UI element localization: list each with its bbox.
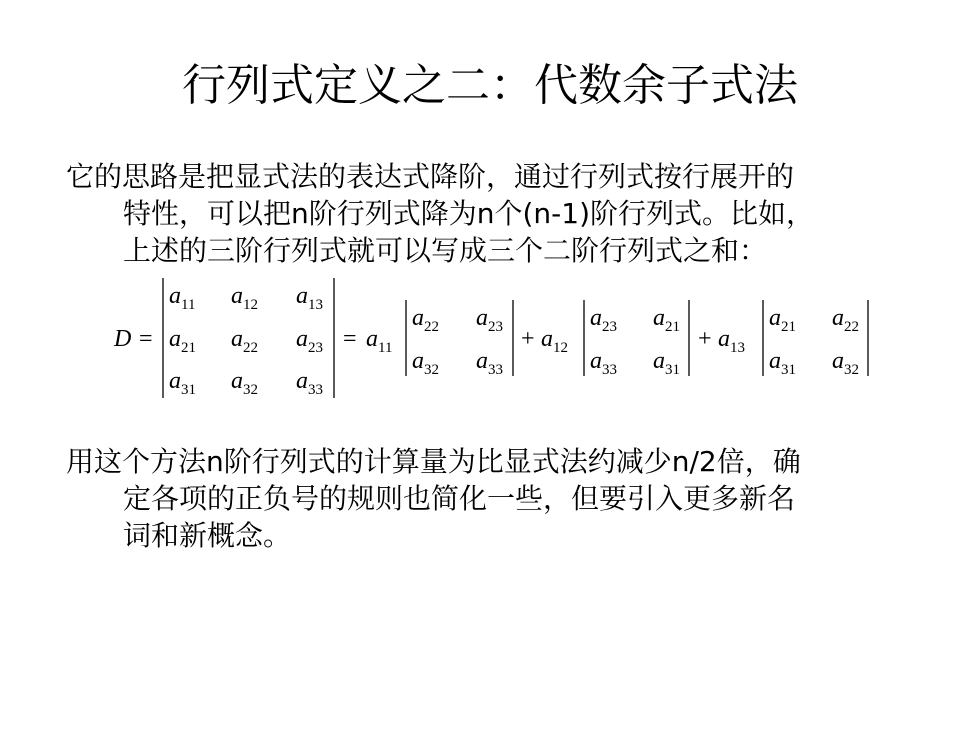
conclusion-line-2: 定各项的正负号的规则也简化一些，但要引入更多新名 [123, 482, 796, 515]
plus-sign-1: + [521, 326, 535, 352]
det3-entry: a21 [169, 326, 196, 356]
minor2-entry: a31 [653, 348, 680, 378]
equals-sign-1: = [139, 326, 153, 352]
det3-entry: a12 [231, 283, 258, 313]
det3-entry: a31 [169, 368, 196, 398]
minor3-entry: a22 [832, 305, 859, 335]
determinant-bars [163, 278, 868, 398]
intro-line-1: 它的思路是把显式法的表达式降阶，通过行列式按行展开的 [66, 160, 795, 193]
minor3-entry: a32 [832, 348, 859, 378]
plus-sign-2: + [698, 326, 712, 352]
det3-entry: a13 [296, 283, 323, 313]
conclusion-line-3: 词和新概念。 [123, 519, 292, 552]
conclusion-paragraph [66, 443, 926, 554]
slide-title: 行列式定义之二：代数余子式法 [182, 60, 798, 111]
minor1-entries [412, 305, 503, 378]
det3-entry: a22 [231, 326, 258, 356]
minor2-entry: a21 [653, 305, 680, 335]
minor1-entry: a22 [412, 305, 439, 335]
minor2-entries [590, 305, 680, 378]
det3-entry: a33 [296, 368, 323, 398]
determinant-expansion-formula [0, 276, 980, 402]
coefficient-2: a12 [541, 326, 568, 356]
minor3-entry: a31 [769, 348, 796, 378]
intro-line-2: 特性，可以把n阶行列式降为n个(n-1)阶行列式。比如， [123, 197, 815, 230]
intro-paragraph [66, 158, 926, 269]
coefficient-3: a13 [718, 326, 745, 356]
minor1-entry: a33 [476, 348, 503, 378]
minor1-entry: a23 [476, 305, 503, 335]
det3-entry: a32 [231, 368, 258, 398]
det3-entries [169, 283, 323, 398]
minor2-entry: a23 [590, 305, 617, 335]
conclusion-line-1: 用这个方法n阶行列式的计算量为比显式法约减少n/2倍，确 [66, 445, 801, 478]
det3-entry: a11 [169, 283, 196, 313]
equals-sign-2: = [343, 326, 357, 352]
formula-svg [0, 276, 980, 402]
det3-entry: a23 [296, 326, 323, 356]
minor2-entry: a33 [590, 348, 617, 378]
coefficient-1: a11 [366, 326, 393, 356]
minor3-entry: a21 [769, 305, 796, 335]
lhs-symbol: D [114, 326, 132, 352]
intro-line-3: 上述的三阶行列式就可以写成三个二阶行列式之和： [123, 234, 768, 267]
minor1-entry: a32 [412, 348, 439, 378]
minor3-entries [769, 305, 859, 378]
